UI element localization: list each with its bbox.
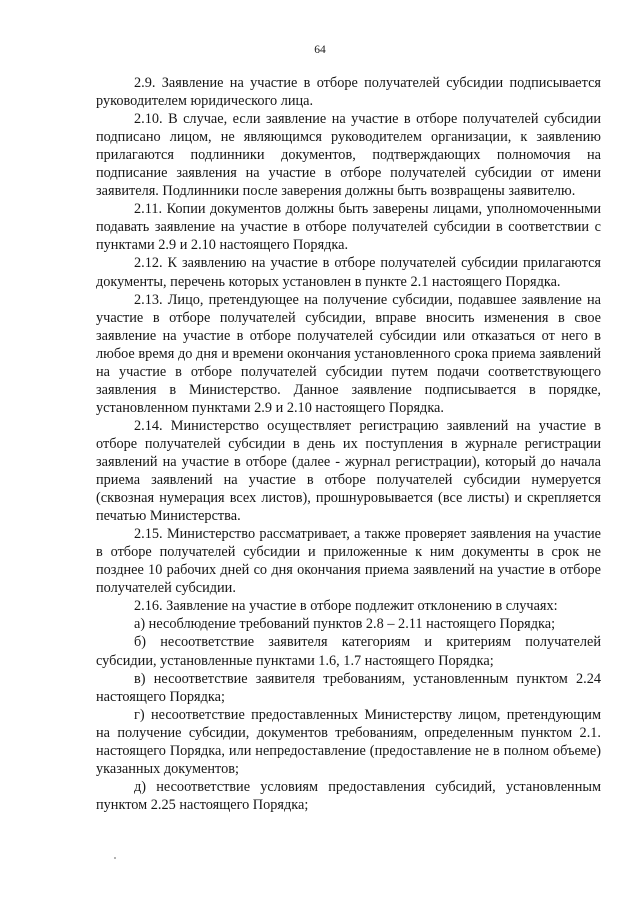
- list-item-d: д) несоответствие условиям предоставления субсидий, установленным пунктом 2.25 настоящего Порядка;: [96, 778, 601, 813]
- page-number: 64: [314, 44, 326, 56]
- paragraph-2-9: 2.9. Заявление на участие в отборе получателей субсидии подписывается руководителем юридического лица.: [96, 75, 601, 110]
- paragraph-2-10: 2.10. В случае, если заявление на участие в отборе получателей субсидии подписано лицом, не являющимся руководителем организации, к заявлению прилагаются подлинники документов, подтверждающих полномочия на подписание заявления на участие в отборе получателей субсидии от имени заявителя. Подлинники после заверения должны быть возвращены заявителю.: [96, 111, 601, 200]
- paragraph-2-16: 2.16. Заявление на участие в отборе подлежит отклонению в случаях:: [134, 598, 558, 615]
- paragraph-2-15: 2.15. Министерство рассматривает, а также проверяет заявления на участие в отборе получателей субсидии и приложенные к ним документы в срок не позднее 10 рабочих дней со дня окончания приема заявлений на участие в отборе получателей субсидии.: [96, 526, 601, 597]
- list-item-b: б) несоответствие заявителя категориям и критериям получателей субсидии, установленные пунктами 1.6, 1.7 настоящего Порядка;: [96, 634, 601, 669]
- paragraph-2-14: 2.14. Министерство осуществляет регистрацию заявлений на участие в отборе получателей субсидии в день их поступления в журнале регистрации заявлений на участие в отборе (далее - журнал регистрации), который до начала приема заявлений на участие в отборе получателей субсидии нумеруется (сквозная нумерация всех листов), прошнуровывается (все листы) и скрепляется печатью Министерства.: [96, 417, 601, 525]
- document-body: [96, 74, 601, 814]
- paragraph-2-13: 2.13. Лицо, претендующее на получение субсидии, подавшее заявление на участие в отборе получателей субсидии, вправе вносить изменения в свое заявление на участие в отборе получателей субсидии или отказаться от него в любое время до дня и времени окончания установленного срока приема заявлений на участие в отборе получателей субсидии путем подачи соответствующего заявления в Министерство. Данное заявление подписывается в порядке, установленном пунктами 2.9 и 2.10 настоящего Порядка.: [96, 291, 601, 416]
- paragraph-2-11: 2.11. Копии документов должны быть заверены лицами, уполномоченными подавать заявление на участие в отборе получателей субсидии в соответствии с пунктами 2.9 и 2.10 настоящего Порядка.: [96, 201, 601, 254]
- list-item-a: а) несоблюдение требований пунктов 2.8 – 2.11 настоящего Порядка;: [134, 616, 556, 633]
- scan-speck: [114, 857, 116, 859]
- list-item-g: г) несоответствие предоставленных Министерству лицом, претендующим на получение субсидии, документов требованиям, определенным пунктом 2.1. настоящего Порядка, или непредоставление (предоставление не в полном объеме) указанных документов;: [96, 706, 601, 777]
- list-item-v: в) несоответствие заявителя требованиям, установленным пунктом 2.24 настоящего Порядка;: [96, 670, 601, 705]
- paragraph-2-12: 2.12. К заявлению на участие в отборе получателей субсидии прилагаются документы, перечень которых установлен в пункте 2.1 настоящего Порядка.: [96, 255, 601, 290]
